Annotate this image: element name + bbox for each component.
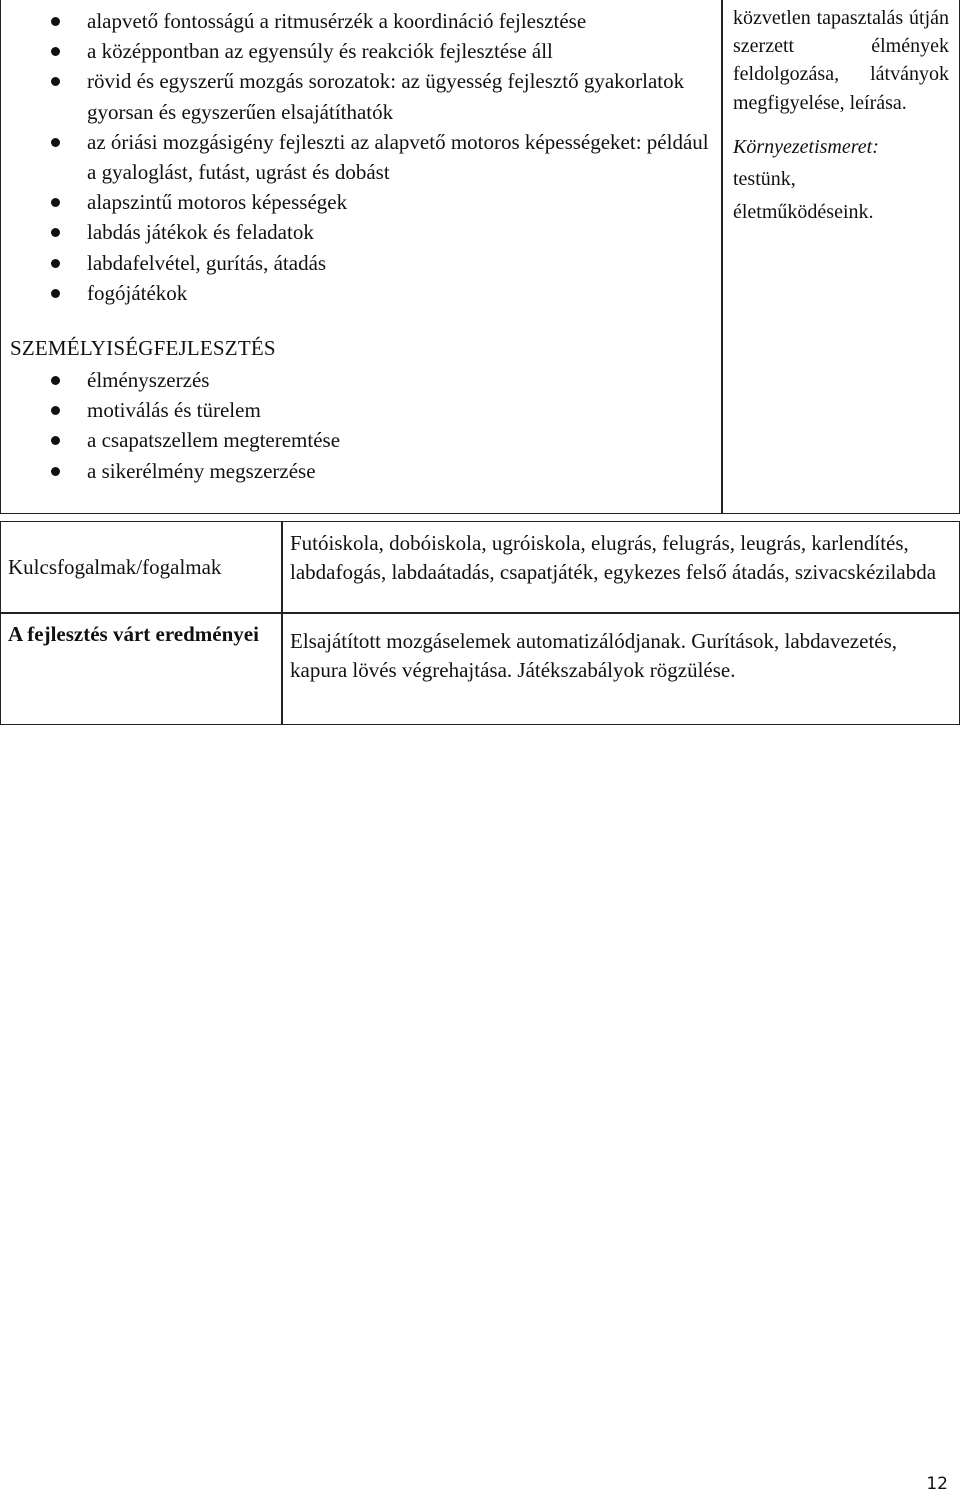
- expected-results-label: A fejlesztés várt eredményei: [8, 622, 259, 646]
- list-item: fogójátékok: [0, 278, 720, 308]
- list-item: labdás játékok és feladatok: [0, 217, 720, 247]
- expected-results-value: Elsajátított mozgáselemek automatizálódjanak. Gurítások, labdavezetés, kapura lövés végrehajtása. Játékszabályok rögzülése.: [290, 629, 898, 682]
- bottom-table-row-divider: [0, 612, 960, 614]
- connections-text: közvetlen tapasztalás útján szerzett élmények feldolgozása, látványok megfigyelése, leírása.: [733, 7, 949, 114]
- key-concepts-value: Futóiskola, dobóiskola, ugróiskola, elugrás, felugrás, leugrás, karlendítés, labdafogás, labdaátadás, csapatjáték, egykezes felső átadás, szivacskézilabda: [290, 531, 937, 584]
- list-item: labdafelvétel, gurítás, átadás: [0, 248, 720, 278]
- section-heading: SZEMÉLYISÉGFEJLESZTÉS: [10, 336, 276, 360]
- list-item: a sikerélmény megszerzése: [0, 456, 720, 486]
- list-item: az óriási mozgásigény fejleszti az alapvető motoros képességeket: például a gyaloglást, futást, ugrást és dobást: [0, 127, 720, 187]
- coordination-bullet-list: [0, 6, 720, 308]
- list-item: élményszerzés: [0, 365, 720, 395]
- list-item: alapvető fontosságú a ritmusérzék a koordináció fejlesztése: [0, 6, 720, 36]
- subject-topic-line: testünk,: [733, 168, 796, 191]
- subject-topic: [733, 163, 949, 229]
- list-item: alapszintű motoros képességek: [0, 187, 720, 217]
- key-concepts-label: Kulcsfogalmak/fogalmak: [8, 555, 222, 579]
- top-table-divider: [721, 0, 723, 513]
- subject-label: Környezetismeret:: [733, 135, 879, 158]
- bottom-table-divider: [281, 521, 283, 725]
- list-item: a középpontban az egyensúly és reakciók fejlesztése áll: [0, 36, 720, 66]
- subject-topic-line: életműködéseink.: [733, 201, 874, 224]
- list-item: rövid és egyszerű mozgás sorozatok: az ügyesség fejlesztő gyakorlatok gyorsan és egyszerűen elsajátíthatók: [0, 66, 720, 126]
- page-number: 12: [926, 1474, 948, 1494]
- list-item: motiválás és türelem: [0, 395, 720, 425]
- connections-column: [733, 4, 949, 229]
- list-item: a csapatszellem megteremtése: [0, 425, 720, 455]
- personality-bullet-list: [0, 365, 720, 486]
